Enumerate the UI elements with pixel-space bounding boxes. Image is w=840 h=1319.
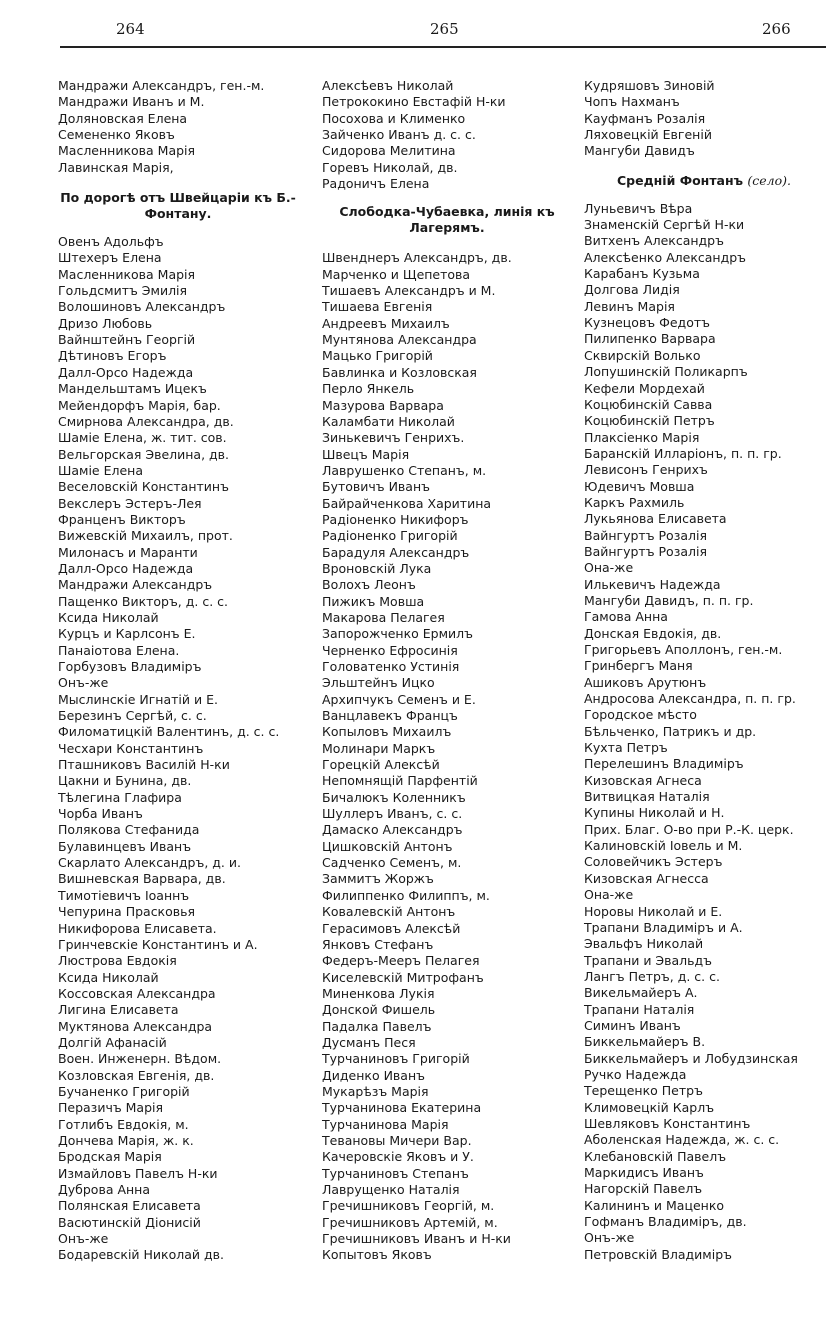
list-item: Пташниковъ Василій Н-ки <box>58 757 230 773</box>
list-item: Чопъ Нахманъ <box>584 94 680 110</box>
list-item: Трапани Наталія <box>584 1001 695 1017</box>
list-item: Вроновскій Лука <box>322 560 432 576</box>
section-heading <box>322 204 572 236</box>
list-item: Лигина Елисавета <box>58 1002 179 1018</box>
list-item: Дусманъ Песя <box>322 1034 416 1050</box>
list-item: Купины Николай и Н. <box>584 805 725 821</box>
list-item: Гречишниковъ Георгій, м. <box>322 1198 495 1214</box>
list-item: Турчаниновъ Степанъ <box>322 1165 469 1181</box>
section-heading-note: (село). <box>747 172 792 188</box>
list-item: Головатенко Устинія <box>322 659 460 674</box>
list-item: Гольдсмитъ Эмилія <box>58 283 188 299</box>
list-item: Ванцлавекъ Францъ <box>322 708 458 724</box>
page-number-bar <box>0 20 840 46</box>
list-item: Кузнецовъ Федотъ <box>584 315 710 331</box>
list-item: Нагорскій Павелъ <box>584 1181 703 1197</box>
list-item: Барадуля Александръ <box>322 544 470 560</box>
list-item: Филоматицкій Валентинъ, д. с. с. <box>58 724 280 740</box>
list-item: Швецъ Марія <box>322 446 410 462</box>
list-item: Смирнова Александра, дв. <box>58 413 234 429</box>
list-item: Мазурова Варвара <box>322 397 444 413</box>
list-item: Ляховецкій Евгеній <box>584 127 712 143</box>
list-item: Посохова и Клименко <box>322 110 466 126</box>
list-item: Макарова Пелагея <box>322 609 445 625</box>
list-item: Доляновская Елена <box>58 110 188 126</box>
entry-list-top <box>584 78 834 160</box>
list-item: Мацько Григорій <box>322 348 433 364</box>
list-item: Шаміе Елена, ж. тит. сов. <box>58 430 227 446</box>
list-item: Андреевъ Михаилъ <box>322 315 450 331</box>
list-item: Готлибъ Евдокія, м. <box>58 1116 189 1132</box>
list-item: Гринбергъ Маня <box>584 658 693 674</box>
list-item: Онъ-же <box>58 1231 109 1247</box>
list-item: Эвальфъ Николай <box>584 936 704 952</box>
list-item: Дуброва Анна <box>58 1182 151 1197</box>
list-item: Турчанинова Марія <box>322 1116 449 1132</box>
list-item: Воен. Инженерн. Вѣдом. <box>58 1051 222 1067</box>
list-item: Масленникова Марія <box>58 266 196 282</box>
list-item: Коссовская Александра <box>58 985 216 1001</box>
list-item: Дѣтиновъ Егоръ <box>58 348 167 364</box>
list-item: Баранскій Илларіонъ, п. п. гр. <box>584 445 782 461</box>
list-item: Климовецкій Карлъ <box>584 1099 715 1115</box>
list-item: Масленникова Марія <box>58 143 196 159</box>
list-item: Полякова Стефанида <box>58 822 200 838</box>
list-item: Левинъ Марія <box>584 298 675 314</box>
list-item: Шуллеръ Иванъ, с. с. <box>322 806 463 822</box>
list-item: Донской Фишель <box>322 1002 436 1018</box>
list-item: Никифорова Елисавета. <box>58 920 217 936</box>
list-item: Долгова Лидія <box>584 282 680 298</box>
list-item: Скарлато Александръ, д. и. <box>58 855 241 871</box>
list-item: Турчаниновъ Григорій <box>322 1051 470 1067</box>
list-item: Плаксіенко Марія <box>584 429 700 445</box>
list-item: Мандражи Александръ, ген.-м. <box>58 78 265 93</box>
list-item: Петровскій Владиміръ <box>584 1246 732 1262</box>
list-item: Соловейчикъ Эстеръ <box>584 854 723 870</box>
list-item: Перазичъ Марія <box>58 1100 164 1116</box>
list-item: Семененко Яковъ <box>58 127 175 143</box>
list-item: Тишаева Евгенія <box>322 299 433 315</box>
list-item: Филиппенко Филиппъ, м. <box>322 887 490 903</box>
list-item: Онъ-же <box>584 1230 635 1246</box>
list-item: Она-же <box>584 887 634 903</box>
list-item: Векслеръ Эстеръ-Лея <box>58 495 202 511</box>
list-item: Вишневская Варвара, дв. <box>58 871 226 887</box>
list-item: Тимотіевичъ Іоаннъ <box>58 887 190 903</box>
list-item: Штехеръ Елена <box>58 250 162 266</box>
list-item: Ручко Надежда <box>584 1066 687 1082</box>
column-left <box>58 78 308 1264</box>
list-item: Левисонъ Генрихъ <box>584 462 708 478</box>
list-item: Черненко Ефросинія <box>322 642 458 658</box>
list-item: Лаврушенко Степанъ, м. <box>322 462 487 478</box>
list-item: Запорожченко Ермилъ <box>322 626 473 642</box>
list-item: Пащенко Викторъ, д. с. с. <box>58 593 229 609</box>
list-item: Алексѣевъ Николай <box>322 78 454 93</box>
list-item: Илькевичъ Надежда <box>584 576 721 592</box>
list-item: Радоничъ Елена <box>322 176 430 192</box>
list-item: Далл-Орсо Надежда <box>58 560 194 576</box>
list-item: Григорьевъ Аполлонъ, ген.-м. <box>584 642 783 657</box>
list-item: Калиновскій Іовель и М. <box>584 838 743 854</box>
list-item: Киселевскій Митрофанъ <box>322 969 484 985</box>
list-item: Пилипенко Варвара <box>584 331 716 347</box>
list-item: Ксида Николай <box>58 969 159 985</box>
list-item: Клебановскій Павелъ <box>584 1148 727 1164</box>
list-item: Каламбати Николай <box>322 413 455 429</box>
list-item: Перелешинъ Владиміръ <box>584 756 744 772</box>
list-item: Ковалевскій Антонъ <box>322 904 456 920</box>
page-number-right: 266 <box>762 20 791 38</box>
list-item: Швенднеръ Александръ, дв. <box>322 250 512 266</box>
list-item: Вайнштейнъ Георгій <box>58 332 196 348</box>
list-item: Копытовъ Яковъ <box>322 1247 432 1263</box>
list-item: Тѣлегина Глафира <box>58 789 182 805</box>
list-item: Кауфманъ Розалія <box>584 110 706 126</box>
list-item: Мандражи Александръ <box>58 577 213 593</box>
list-item: Шаміе Елена <box>58 462 144 478</box>
list-item: Андросова Александра, п. п. гр. <box>584 691 796 707</box>
list-item: Аболенская Надежда, ж. с. с. <box>584 1132 780 1148</box>
list-item: Вайнгуртъ Розалія <box>584 543 707 559</box>
list-item: Долгій Афанасій <box>58 1034 167 1050</box>
list-item: Дончева Марія, ж. к. <box>58 1132 194 1148</box>
list-item: Бавлинка и Козловская <box>322 364 477 380</box>
entry-list-bottom <box>322 250 572 1263</box>
list-item: Падалка Павелъ <box>322 1018 432 1034</box>
list-item: Полянская Елисавета <box>58 1198 201 1214</box>
list-item: Бутовичъ Иванъ <box>322 479 430 495</box>
section-heading-text: Средній Фонтанъ <box>616 172 744 188</box>
list-item: Бодаревскій Николай дв. <box>58 1247 224 1263</box>
list-item: Чепурина Прасковья <box>58 904 196 920</box>
list-item: Прих. Благ. О-во при Р.-К. церк. <box>584 821 794 837</box>
list-item: Терещенко Петръ <box>584 1083 703 1099</box>
list-item: Турчанинова Екатерина <box>322 1100 482 1116</box>
list-item: Березинъ Сергѣй, с. с. <box>58 708 207 724</box>
list-item: Янковъ Стефанъ <box>322 936 434 952</box>
list-item: Луньевичъ Вѣра <box>584 200 693 216</box>
entry-list-top <box>322 78 572 192</box>
list-item: Тишаевъ Александръ и М. <box>322 283 496 299</box>
list-item: Мандражи Иванъ и М. <box>58 94 205 110</box>
list-item: Диденко Иванъ <box>322 1067 425 1083</box>
list-item: Карабанъ Кузьма <box>584 266 700 282</box>
entry-list-bottom <box>58 234 308 1264</box>
list-item: Овенъ Адольфъ <box>58 234 164 250</box>
list-item: Она-же <box>584 560 634 576</box>
list-item: Молинари Маркъ <box>322 740 436 756</box>
list-item: Онъ-же <box>58 675 109 691</box>
column-right <box>584 78 834 1263</box>
list-item: Федеръ-Мееръ Пелагея <box>322 953 480 969</box>
list-item: Мыслинскіе Игнатій и Е. <box>58 691 218 707</box>
list-item: Биккельмайеръ В. <box>584 1034 706 1050</box>
list-item: Перло Янкель <box>322 381 415 397</box>
list-item: Булавинцевъ Иванъ <box>58 838 192 854</box>
list-item: Радіоненко Григорій <box>322 528 458 544</box>
list-item: Дамаско Александръ <box>322 822 463 838</box>
list-item: Коцюбинскій Петръ <box>584 413 715 429</box>
list-item: Панаіотова Елена. <box>58 642 180 658</box>
list-item: Кефели Мордехай <box>584 380 705 396</box>
list-item: Измайловъ Павелъ Н-ки <box>58 1165 218 1181</box>
list-item: Кизовская Агнесса <box>584 870 709 886</box>
list-item: Лопушинскій Поликарпъ <box>584 364 748 380</box>
list-item: Коцюбинскій Савва <box>584 396 713 412</box>
list-item: Ашиковъ Арутюнъ <box>584 674 707 690</box>
list-item: Вайнгуртъ Розалія <box>584 527 707 543</box>
list-item: Гамова Анна <box>584 609 668 625</box>
list-item: Маркидисъ Иванъ <box>584 1165 704 1180</box>
list-item: Бродская Марія <box>58 1149 162 1165</box>
list-item: Каркъ Рахмиль <box>584 494 685 510</box>
list-item: Веселовскій Константинъ <box>58 479 229 495</box>
header-rule <box>60 46 826 48</box>
list-item: Зинькевичъ Генрихъ. <box>322 430 465 446</box>
list-item: Садченко Семенъ, м. <box>322 855 462 871</box>
list-item: Сидорова Мелитина <box>322 143 456 159</box>
section-heading <box>58 190 298 222</box>
list-item: Мандельштамъ Ицекъ <box>58 381 207 397</box>
page-number-left: 264 <box>116 20 145 38</box>
list-item: Мангуби Давидъ <box>584 143 695 159</box>
list-item: Калининъ и Маценко <box>584 1197 725 1213</box>
list-item: Трапани Владиміръ и А. <box>584 919 743 935</box>
list-item: Муктянова Александра <box>58 1018 213 1034</box>
list-item: Викельмайеръ А. <box>584 985 698 1001</box>
list-item: Архипчукъ Семенъ и Е. <box>322 691 476 707</box>
list-item: Шевляковъ Константинъ <box>584 1115 751 1131</box>
list-item: Тевановы Мичери Вар. <box>322 1132 472 1148</box>
page-number-center: 265 <box>430 20 459 38</box>
list-item: Козловская Евгенія, дв. <box>58 1067 215 1083</box>
list-item: Франценъ Викторъ <box>58 511 186 527</box>
list-item: Мукарѣзъ Марія <box>322 1083 429 1099</box>
list-item: Вижевскій Михаилъ, прот. <box>58 528 233 544</box>
list-item: Миненкова Лукія <box>322 985 435 1001</box>
list-item: Мейендорфъ Марія, бар. <box>58 397 221 413</box>
list-item: Мангуби Давидъ, п. п. гр. <box>584 592 754 608</box>
list-item: Донская Евдокія, дв. <box>584 625 722 641</box>
list-item: Бичалюкъ Коленникъ <box>322 789 466 805</box>
list-item: Байрайченкова Харитина <box>322 495 492 511</box>
list-item: Витвицкая Наталія <box>584 789 710 805</box>
section-heading-text: Слободка-Чубаевка, линія къ Лагерямъ. <box>339 204 555 236</box>
list-item: Цакни и Бунина, дв. <box>58 773 192 789</box>
list-item: Лукьянова Елисавета <box>584 511 727 527</box>
list-item: Лангъ Петръ, д. с. с. <box>584 968 720 984</box>
list-item: Вельгорская Эвелина, дв. <box>58 446 230 462</box>
list-item: Сквирскій Волько <box>584 347 701 363</box>
list-item: Алексѣенко Александръ <box>584 249 746 265</box>
list-item: Радіоненко Никифоръ <box>322 511 469 527</box>
list-item: Пижикъ Мовша <box>322 593 425 609</box>
list-item: Бучаненко Григорій <box>58 1083 190 1099</box>
list-item: Заммитъ Жоржъ <box>322 871 434 887</box>
list-item: Непомнящій Парфентій <box>322 773 478 789</box>
section-heading <box>584 173 824 189</box>
column-middle <box>322 78 572 1264</box>
entry-list-top <box>58 78 308 176</box>
list-item: Трапани и Эвальдъ <box>584 952 713 968</box>
list-item: Кудряшовъ Зиновій <box>584 78 715 93</box>
list-item: Марченко и Щепетова <box>322 266 471 282</box>
list-item: Копыловъ Михаилъ <box>322 724 452 740</box>
list-item: Юдевичъ Мовша <box>584 478 695 494</box>
list-item: Петрококино Евстафій Н-ки <box>322 94 506 110</box>
list-item: Бѣльченко, Патрикъ и др. <box>584 723 757 739</box>
list-item: Знаменскій Сергѣй Н-ки <box>584 217 745 233</box>
list-item: Норовы Николай и Е. <box>584 903 723 919</box>
list-item: Качеровскіе Яковъ и У. <box>322 1149 474 1165</box>
list-item: Волохъ Леонъ <box>322 577 416 593</box>
list-item: Горевъ Николай, дв. <box>322 159 458 175</box>
list-item: Гречишниковъ Иванъ и Н-ки <box>322 1231 511 1247</box>
list-item: Кизовская Агнеса <box>584 772 702 788</box>
list-item: Эльштейнъ Ицко <box>322 675 435 691</box>
list-item: Чорба Иванъ <box>58 806 143 822</box>
list-item: Симинъ Иванъ <box>584 1017 681 1033</box>
list-item: Милонасъ и Маранти <box>58 544 198 560</box>
list-item: Дризо Любовь <box>58 315 153 331</box>
list-item: Биккельмайеръ и Лобудзинская <box>584 1050 798 1066</box>
list-item: Гречишниковъ Артемій, м. <box>322 1214 498 1230</box>
list-item: Кухта Петръ <box>584 740 668 756</box>
list-item: Люстрова Евдокія <box>58 953 177 969</box>
list-item: Чесхари Константинъ <box>58 740 204 756</box>
list-item: Гофманъ Владиміръ, дв. <box>584 1214 747 1230</box>
list-item: Ксида Николай <box>58 609 159 625</box>
list-item: Мунтянова Александра <box>322 332 477 348</box>
list-item: Горецкій Алексѣй <box>322 757 440 773</box>
list-item: Лавинская Марія, <box>58 159 174 175</box>
section-heading-text: По дорогѣ отъ Швейцаріи къ Б.-Фонтану. <box>60 190 296 222</box>
list-item: Курцъ и Карлсонъ Е. <box>58 626 196 642</box>
list-item: Гринчевскіе Константинъ и А. <box>58 936 258 952</box>
list-item: Цишковскій Антонъ <box>322 838 453 854</box>
list-item: Городское мѣсто <box>584 707 697 723</box>
list-item: Лаврущенко Наталія <box>322 1182 460 1197</box>
list-item: Васютинскій Діонисій <box>58 1214 201 1230</box>
list-item: Волошиновъ Александръ <box>58 299 226 315</box>
list-item: Витхенъ Александръ <box>584 233 724 249</box>
list-item: Далл-Орсо Надежда <box>58 364 194 380</box>
list-item: Горбузовъ Владиміръ <box>58 659 202 674</box>
list-item: Зайченко Иванъ д. с. с. <box>322 127 476 143</box>
entry-list-bottom <box>584 201 834 1263</box>
list-item: Герасимовъ Алексѣй <box>322 920 461 936</box>
